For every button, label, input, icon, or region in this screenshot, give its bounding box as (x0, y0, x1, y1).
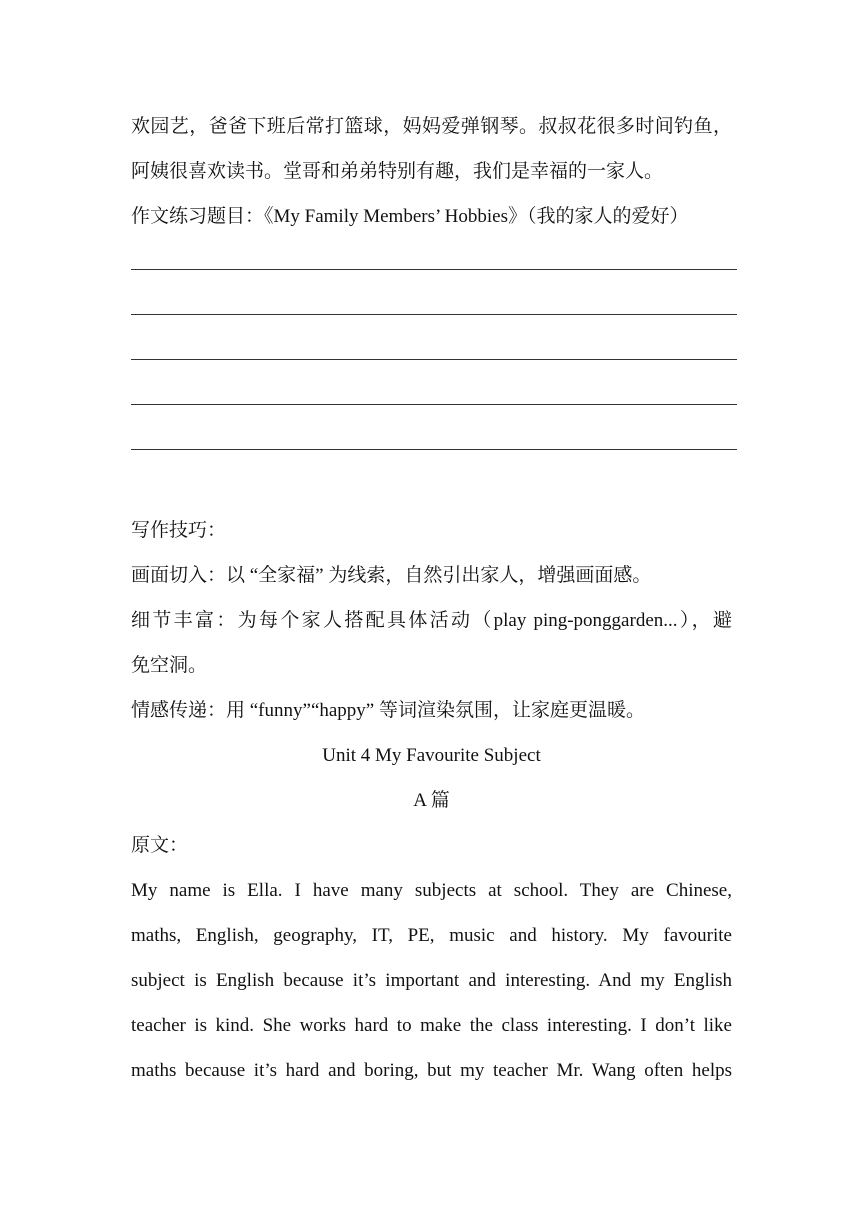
unit-title: Unit 4 My Favourite Subject (322, 745, 541, 766)
original-line-1: My name is Ella. I have many subjects at school. They are Chinese, (131, 880, 732, 901)
tip-line-3: 免空洞。 (131, 655, 208, 676)
original-line-5: maths because it’s hard and boring, but my teacher Mr. Wang often helps (131, 1060, 732, 1081)
original-label: 原文： (131, 835, 189, 856)
writing-line-4[interactable] (131, 374, 732, 419)
tip-line-2: 细节丰富：为每个家人搭配具体活动（play ping-ponggarden...），避 (131, 610, 732, 631)
writing-line-1[interactable] (131, 239, 732, 284)
exercise-title: 作文练习题目：《My Family Members’ Hobbies》（我的家人的爱好） (131, 206, 689, 227)
intro-line-2: 阿姨很喜欢读书。堂哥和弟弟特别有趣，我们是幸福的一家人。 (131, 161, 664, 182)
writing-line-5[interactable] (131, 419, 732, 464)
writing-rule (131, 314, 737, 315)
original-line-2: maths, English, geography, IT, PE, music and history. My favourite (131, 925, 732, 946)
tip-line-4: 情感传递：用 “funny”“happy” 等词渲染氛围，让家庭更温暖。 (131, 700, 645, 721)
original-line-3: subject is English because it’s important and interesting. And my English (131, 970, 732, 991)
document-page (131, 104, 732, 1093)
intro-line-1: 欢园艺，爸爸下班后常打篮球，妈妈爱弹钢琴。叔叔花很多时间钓鱼， (131, 116, 732, 137)
writing-rule (131, 269, 737, 270)
writing-line-3[interactable] (131, 329, 732, 374)
tip-line-1: 画面切入：以 “全家福” 为线索，自然引出家人，增强画面感。 (131, 565, 652, 586)
original-line-4: teacher is kind. She works hard to make the class interesting. I don’t like (131, 1015, 732, 1036)
section-spacer (131, 464, 732, 508)
writing-rule (131, 404, 737, 405)
writing-line-2[interactable] (131, 284, 732, 329)
writing-rule (131, 359, 737, 360)
writing-rule (131, 449, 737, 450)
tips-heading: 写作技巧： (131, 520, 227, 541)
section-title: A 篇 (413, 790, 450, 811)
